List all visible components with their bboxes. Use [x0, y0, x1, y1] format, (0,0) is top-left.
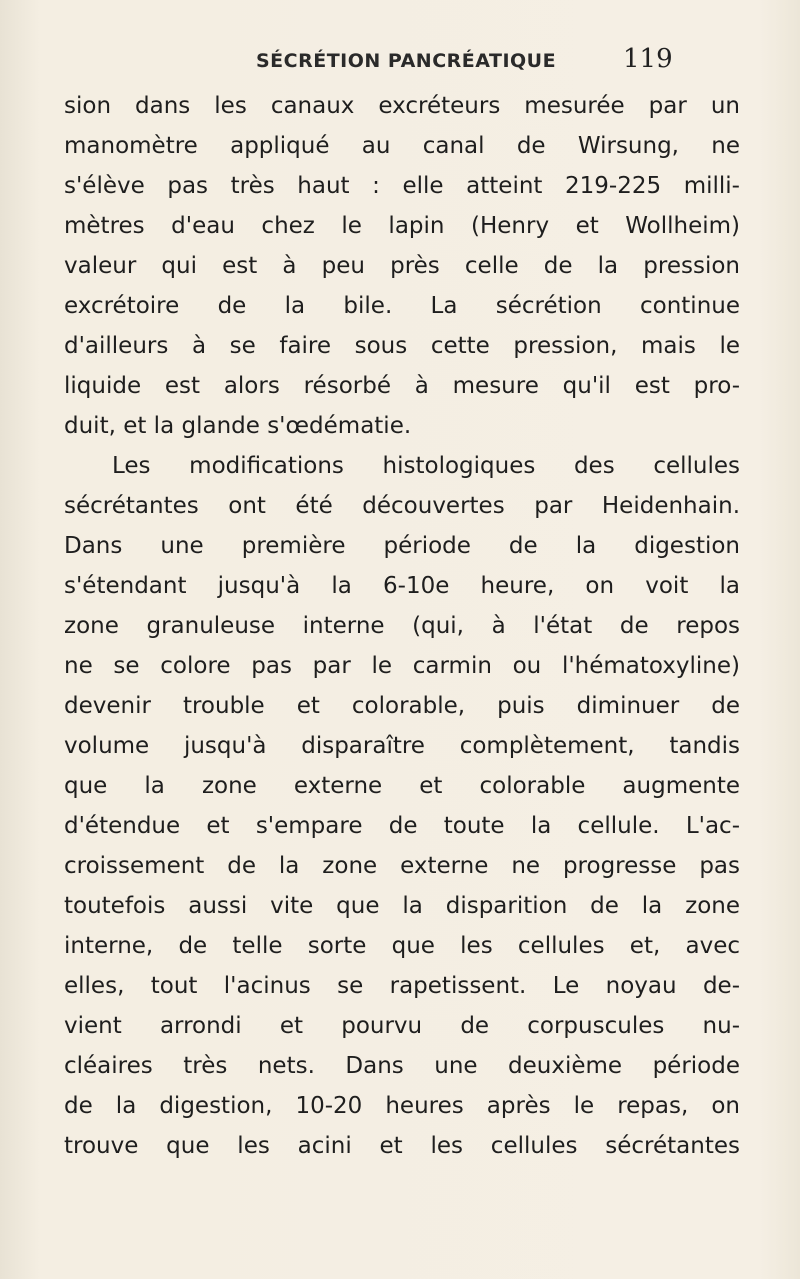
text-line: Les modifications histologiques des cellules: [112, 453, 740, 479]
text-line: vient arrondi et pourvu de corpuscules nu-: [64, 1013, 740, 1039]
text-line: manomètre appliqué au canal de Wirsung, ne: [64, 133, 740, 159]
text-line: devenir trouble et colorable, puis diminuer de: [64, 693, 740, 719]
text-line: mètres d'eau chez le lapin (Henry et Wollheim): [64, 213, 740, 239]
text-line: ne se colore pas par le carmin ou l'hématoxyline): [64, 653, 740, 679]
text-line: zone granuleuse interne (qui, à l'état de repos: [64, 613, 740, 639]
text-line: d'ailleurs à se faire sous cette pression, mais le: [64, 333, 740, 359]
text-line: liquide est alors résorbé à mesure qu'il est pro-: [64, 373, 740, 399]
text-line: sécrétantes ont été découvertes par Heidenhain.: [64, 493, 740, 519]
text-line: s'élève pas très haut : elle atteint 219-225 milli-: [64, 173, 740, 199]
text-line: que la zone externe et colorable augmente: [64, 773, 740, 799]
text-line: de la digestion, 10-20 heures après le repas, on: [64, 1093, 740, 1119]
page-number: 119: [623, 44, 673, 74]
text-line: duit, et la glande s'œdématie.: [64, 413, 412, 439]
text-line: valeur qui est à peu près celle de la pression: [64, 253, 740, 279]
text-line: croissement de la zone externe ne progresse pas: [64, 853, 740, 879]
text-line: Dans une première période de la digestion: [64, 533, 740, 559]
text-line: d'étendue et s'empare de toute la cellule. L'ac-: [64, 813, 740, 839]
running-head: [0, 42, 800, 82]
text-line: sion dans les canaux excréteurs mesurée par un: [64, 93, 740, 119]
text-line: interne, de telle sorte que les cellules et, avec: [64, 933, 740, 959]
running-title: SÉCRÉTION PANCRÉATIQUE: [256, 50, 557, 72]
text-line: s'étendant jusqu'à la 6-10e heure, on voit la: [64, 573, 740, 599]
text-line: cléaires très nets. Dans une deuxième période: [64, 1053, 740, 1079]
text-line: trouve que les acini et les cellules sécrétantes: [64, 1133, 740, 1159]
text-line: elles, tout l'acinus se rapetissent. Le noyau de-: [64, 973, 740, 999]
text-line: volume jusqu'à disparaître complètement, tandis: [64, 733, 740, 759]
text-line: excrétoire de la bile. La sécrétion continue: [64, 293, 740, 319]
text-line: toutefois aussi vite que la disparition de la zone: [64, 893, 740, 919]
